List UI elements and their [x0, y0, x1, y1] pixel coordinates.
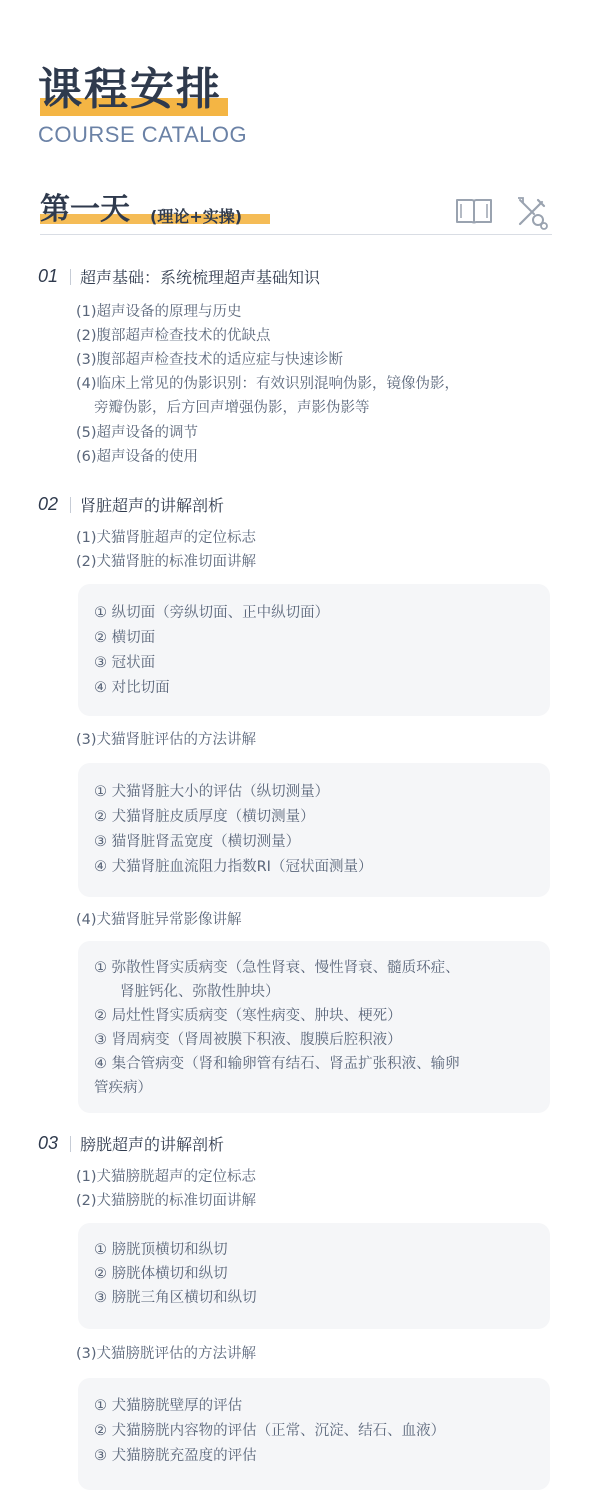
list-item: (1)犬猫肾脏超声的定位标志 [76, 530, 257, 546]
section-number: 01 [38, 266, 59, 286]
card-item: ③ 膀胱三角区横切和纵切 [94, 1290, 257, 1306]
card-item: ① 纵切面（旁纵切面、正中纵切面） [94, 605, 330, 621]
list-item: (1)犬猫膀胱超声的定位标志 [76, 1169, 257, 1185]
page-title: 课程安排 [38, 64, 222, 115]
card-item: ② 犬猫膀胱内容物的评估（正常、沉淀、结石、血液） [94, 1423, 446, 1439]
card-item: ① 弥散性肾实质病变（急性肾衰、慢性肾衰、髓质环症、 [94, 960, 460, 976]
section-divider [70, 1136, 71, 1152]
card-item: ③ 肾周病变（肾周被膜下积液、腹膜后腔积液） [94, 1032, 402, 1048]
list-item: (3)犬猫肾脏评估的方法讲解 [76, 732, 257, 748]
list-item: (2)犬猫膀胱的标准切面讲解 [76, 1193, 257, 1209]
page-subtitle: COURSE CATALOG [38, 122, 248, 147]
list-item: (2)腹部超声检查技术的优缺点 [76, 328, 271, 344]
section-number: 03 [38, 1133, 59, 1153]
section-title: 膀胱超声的讲解剖析 [80, 1135, 225, 1154]
page-title-block [38, 64, 222, 116]
list-item: (5)超声设备的调节 [76, 425, 199, 441]
card-item: 管疾病） [94, 1080, 152, 1096]
card-item: 肾脏钙化、弥散性肿块） [120, 984, 280, 1000]
section-02-header [38, 493, 224, 516]
section-03-header [38, 1132, 224, 1155]
day-subtitle: (理论+实操) [150, 207, 243, 226]
card-item: ① 犬猫膀胱壁厚的评估 [94, 1398, 243, 1414]
list-item: (1)超声设备的原理与历史 [76, 304, 242, 320]
card-item: ③ 冠状面 [94, 655, 156, 671]
section-title: 肾脏超声的讲解剖析 [80, 496, 225, 515]
list-item: (3)犬猫膀胱评估的方法讲解 [76, 1346, 257, 1362]
card-item: ② 局灶性肾实质病变（寒性病变、肿块、梗死） [94, 1008, 402, 1024]
tools-icon [514, 194, 550, 230]
card-item: ② 横切面 [94, 630, 156, 646]
card-item: ② 犬猫肾脏皮质厚度（横切测量） [94, 809, 315, 825]
list-item: (4)临床上常见的伪影识别：有效识别混响伪影，镜像伪影， [76, 376, 460, 392]
list-item: (2)犬猫肾脏的标准切面讲解 [76, 554, 257, 570]
section-01-header [38, 265, 320, 288]
day-divider [40, 234, 552, 235]
day-header [40, 192, 552, 236]
card-item: ④ 犬猫肾脏血流阻力指数RI（冠状面测量） [94, 859, 373, 875]
card-item: ④ 集合管病变（肾和输卵管有结石、肾盂扩张积液、输卵 [94, 1056, 460, 1072]
card-item: ① 犬猫肾脏大小的评估（纵切测量） [94, 784, 330, 800]
section-divider [70, 269, 71, 285]
list-item: 旁瓣伪影，后方回声增强伪影，声影伪影等 [94, 400, 370, 416]
section-title: 超声基础：系统梳理超声基础知识 [80, 268, 321, 287]
book-icon [454, 196, 494, 226]
card-item: ③ 猫肾脏肾盂宽度（横切测量） [94, 834, 301, 850]
section-number: 02 [38, 494, 59, 514]
card-item: ③ 犬猫膀胱充盈度的评估 [94, 1448, 257, 1464]
card-item: ④ 对比切面 [94, 680, 170, 696]
card-item: ① 膀胱顶横切和纵切 [94, 1242, 228, 1258]
list-item: (6)超声设备的使用 [76, 449, 199, 465]
section-divider [70, 497, 71, 513]
day-title: 第一天 [40, 192, 130, 227]
list-item: (3)腹部超声检查技术的适应症与快速诊断 [76, 352, 344, 368]
list-item: (4)犬猫肾脏异常影像讲解 [76, 912, 242, 928]
card-item: ② 膀胱体横切和纵切 [94, 1266, 228, 1282]
